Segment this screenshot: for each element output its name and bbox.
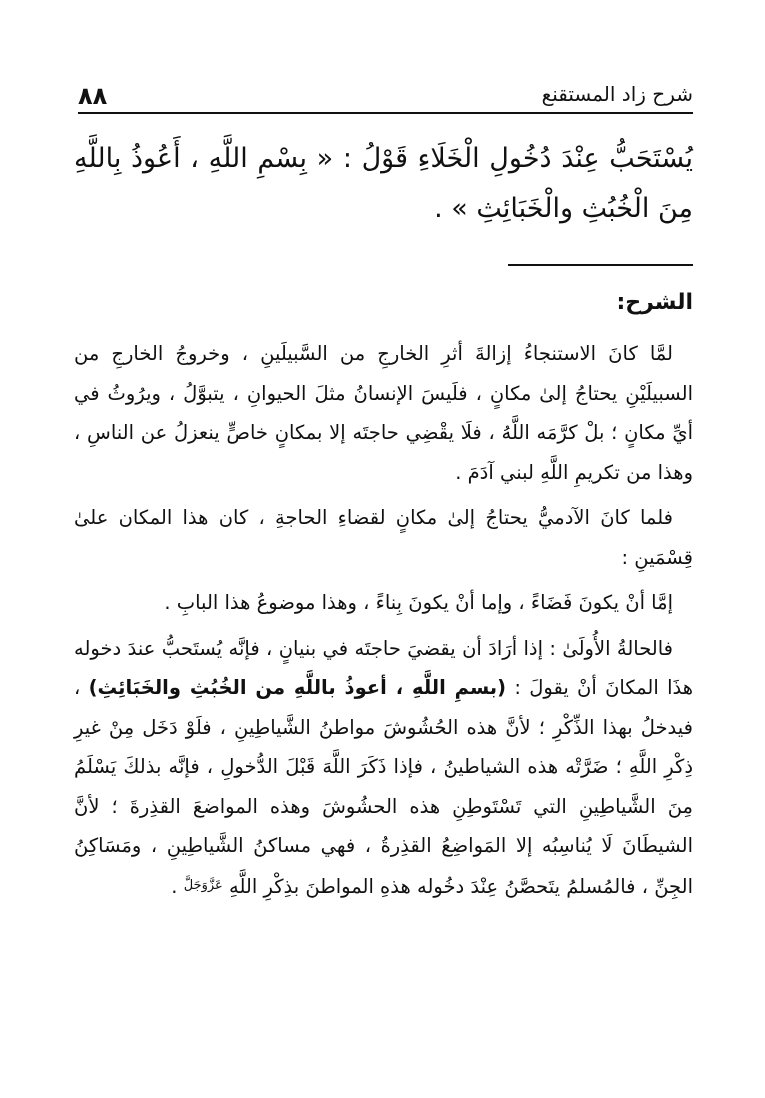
page-number: ٨٨	[78, 82, 108, 110]
paragraph-4-body: ، فيدخلُ بهذا الذِّكْرِ ؛ لأنَّ هذه الحُشُوشَ مواطنُ الشَّياطِينِ ، فلَوْ دَخَل مِنْ غيرِ ذِكْرِ اللَّهِ ؛ ضَرَّتْه هذه الشياطينُ ، فإذا ذَكَرَ اللَّهَ قَبْلَ الدُّخولِ ، فإنَّه بذلكَ يَسْلَمُ مِنَ الشَّياطِينِ التي تَسْتَوطِنِ هذه الحشُوشَ وهذه المواضعَ القذِرةَ ؛ لأنَّ الشيطَانَ لَا يُناسِبُه إلا المَواضِعُ القذِرةُ ، فهي مساكنُ الشَّياطِينِ ، ومَسَاكِنُ الجِنِّ ، فالمُسلمُ يتَحصَّنُ عِنْدَ دخُوله هذهِ المواطنَ بذِكْرِ اللَّهِ	[74, 676, 693, 898]
section-divider	[508, 264, 693, 266]
dua-quote: (بسمِ اللَّهِ ، أعوذُ باللَّهِ من الخُبُثِ والخَبَائِثِ)	[88, 676, 507, 699]
page-content	[74, 120, 693, 912]
sharh-heading: الشرح:	[616, 290, 693, 315]
paragraph-4-intro: فالحالةُ الأُولَىٰ : إذا أرَادَ أن يقضيَ حاجتَه في بنيانٍ ، فإنَّه يُستَحبُّ عندَ دخوله هذَا المكانَ أنْ يقولَ :	[74, 636, 694, 699]
sharh-paragraph-3: إمَّا أنْ يكونَ فَضَاءً ، وإما أنْ يكونَ بِناءً ، وهذا موضوعُ هذا البابِ .	[164, 591, 673, 614]
matn-text: يُسْتَحَبُّ عِنْدَ دُخُولِ الْخَلَاءِ قَوْلُ : « بِسْمِ اللَّهِ ، أَعُوذُ بِاللَّهِ مِنَ الْخُبُثِ والْخَبَائِثِ » .	[74, 143, 693, 224]
running-header	[78, 72, 693, 114]
paragraph-4-end: .	[171, 874, 184, 898]
sharh-paragraph-2: فلما كانَ الآدميُّ يحتاجُ إلىٰ مكانٍ لقضاءِ الحاجةِ ، كان هذا المكان علىٰ قِسْمَينِ :	[74, 506, 693, 569]
sharh-paragraph-1: لمَّا كانَ الاستنجاءُ إزالةَ أثرِ الخارجِ من السَّبيلَينِ ، وخروجُ الخارجِ من السبيلَيْنِ يحتاجُ إلىٰ مكانٍ ، فلَيسَ الإنسانُ مثلَ الحيوانِ ، يتبوَّلُ ، ويرُوثُ في أيِّ مكانٍ ؛ بلْ كرَّمَه اللَّهُ ، فلَا يقْضِي حاجتَه إلا بمكانٍ خاصٍّ ينعزلُ عن الناسِ ، وهذا من تكريمِ اللَّهِ لبني آدَمَ .	[74, 342, 693, 484]
sharh-paragraph-4	[74, 629, 693, 907]
book-title: شرح زاد المستقنع	[541, 82, 693, 106]
honorific-glyph: عَزَّوَجَلَّ	[183, 877, 223, 893]
